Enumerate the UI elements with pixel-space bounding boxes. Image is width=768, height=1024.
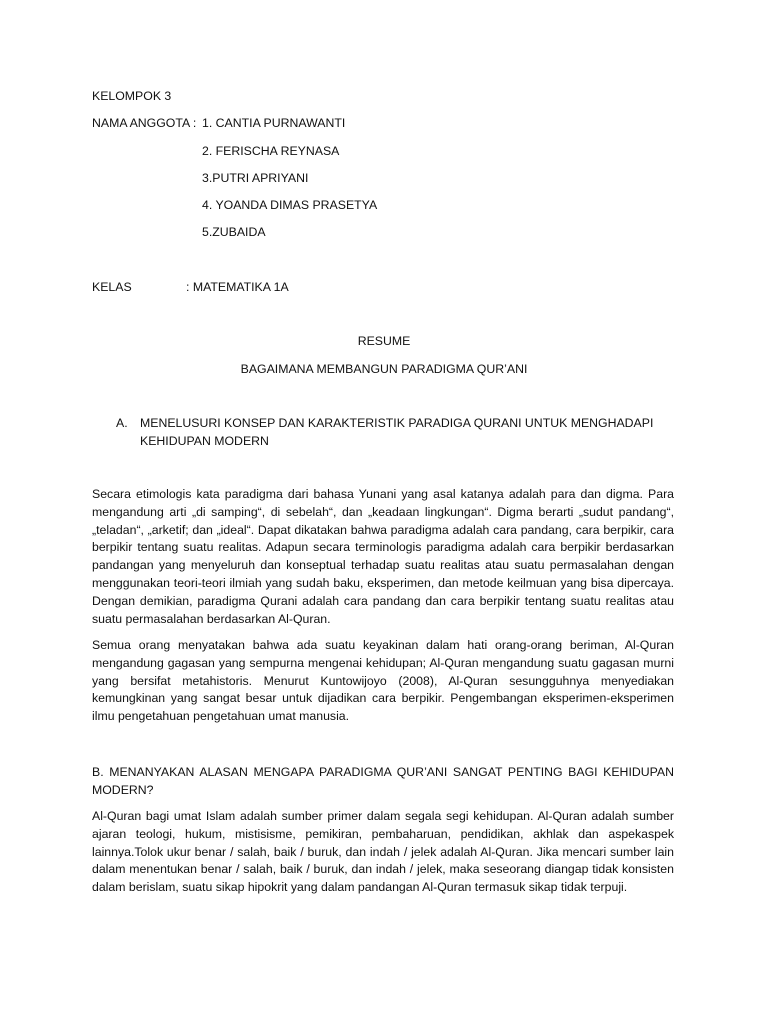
section-a-paragraph-1: Secara etimologis kata paradigma dari bahasa Yunani yang asal katanya adalah para dan digma. Para mengandung arti „di samping“, di sebelah“, dan „keadaan lingkungan“. Digma berarti „sudut pandang“, „teladan“, „arketif; dan „ideal“. Dapat dikatakan bahwa paradigma adalah cara pandang, cara berpikir, cara berpikir tentang suatu realitas. Adapun secara terminologis paradigma adalah cara berpikir berdasarkan pandangan yang menyeluruh dan konseptual terhadap suatu realitas atau suatu permasalahan dengan menggunakan teori-teori ilmiah yang sudah baku, eksperimen, dan metode keilmuan yang bisa dipercaya. Dengan demikian, paradigma Qurani adalah cara pandang dan cara berpikir tentang suatu realitas atau suatu permasalahan berdasarkan Al-Quran.	[92, 487, 674, 626]
section-a-paragraph-2: Semua orang menyatakan bahwa ada suatu keyakinan dalam hati orang-orang beriman, Al-Quran mengandung gagasan yang sempurna mengenai kehidupan; Al-Quran mengandung suatu gagasan murni yang bersifat metahistoris. Menurut Kuntowijoyo (2008), Al-Quran sesungguhnya menyediakan kemungkinan yang sangat besar untuk dijadikan cara berpikir. Pengembangan eksperimen-eksperimen ilmu pengetahuan pengetahuan umat manusia.	[92, 638, 674, 724]
section-a-heading: MENELUSURI KONSEP DAN KARAKTERISTIK PARADIGA QURANI UNTUK MENGHADAPI	[140, 416, 654, 430]
member-item: 2. FERISCHA REYNASA	[202, 144, 340, 158]
group-label: KELOMPOK 3	[92, 89, 172, 103]
resume-title: RESUME	[357, 334, 411, 348]
section-b-paragraph-1: Al-Quran bagi umat Islam adalah sumber primer dalam segala segi kehidupan. Al-Quran adalah sumber ajaran teologi, hukum, mistisisme, pemikiran, pembaharuan, pendidikan, akhlak dan aspekaspek lainnya.Tolok ukur benar / salah, baik / buruk, dan indah / jelek adalah Al-Quran. Jika mencari sumber lain dalam menentukan benar / salah, baik / buruk, dan indah / jelek, maka seseorang diangap tidak konsisten dalam berislam, suatu sikap hipokrit yang dalam pandangan Al-Quran termasuk sikap tidak terpuji.	[92, 809, 674, 895]
member-item: 3.PUTRI APRIYANI	[202, 171, 309, 185]
section-a-marker: A.	[116, 416, 128, 430]
section-b-heading: B. MENANYAKAN ALASAN MENGAPA PARADIGMA QUR’ANI SANGAT PENTING BAGI KEHIDUPAN MODERN?	[92, 765, 674, 797]
section-a-heading-cont: KEHIDUPAN MODERN	[140, 434, 269, 448]
member-item: 1. CANTIA PURNAWANTI	[202, 116, 346, 130]
member-item: 5.ZUBAIDA	[202, 225, 266, 239]
class-label: KELAS	[92, 280, 132, 294]
member-item: 4. YOANDA DIMAS PRASETYA	[202, 198, 378, 212]
document-subtitle: BAGAIMANA MEMBANGUN PARADIGMA QUR’ANI	[240, 362, 528, 376]
class-value: : MATEMATIKA 1A	[186, 280, 289, 294]
members-label: NAMA ANGGOTA :	[92, 116, 197, 130]
